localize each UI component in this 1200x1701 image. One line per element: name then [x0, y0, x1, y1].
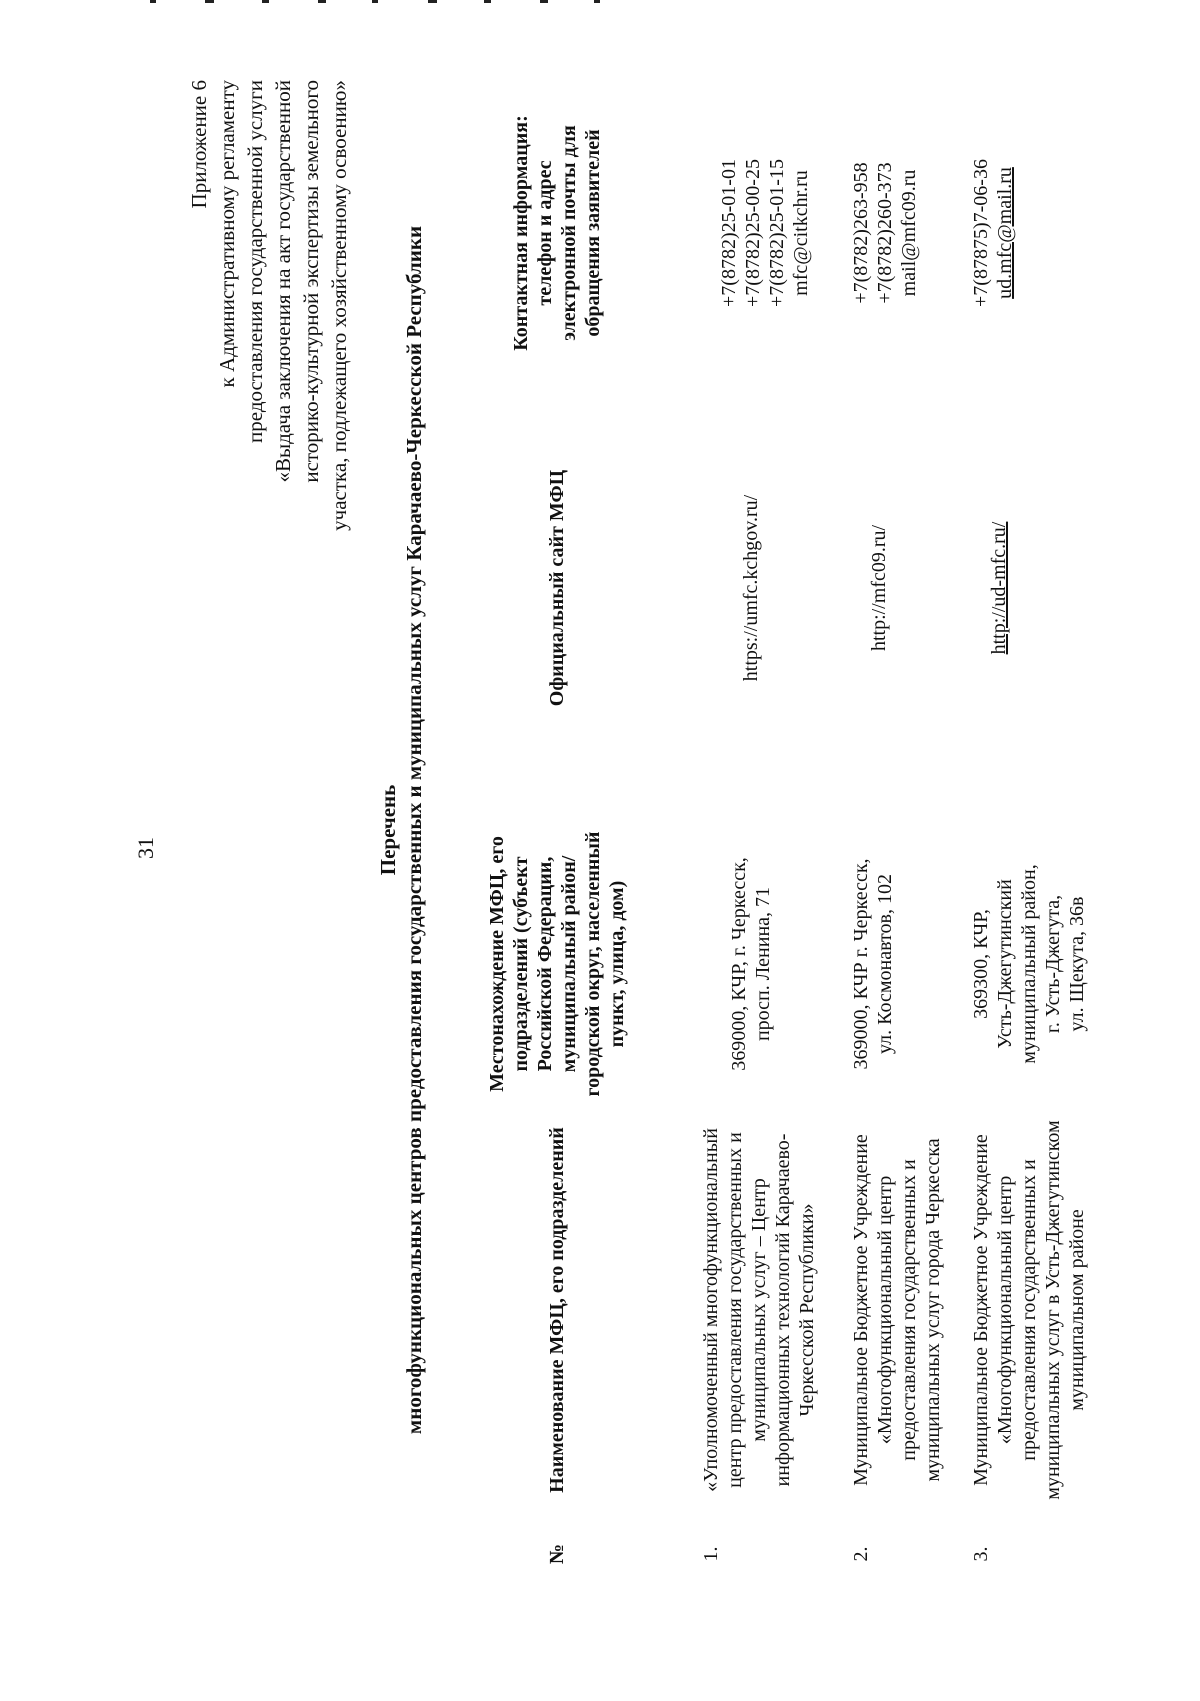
- phone: +7(8782)25-01-01: [718, 159, 740, 307]
- address-line: 369000, КЧР, г. Черкесск,: [728, 857, 750, 1071]
- website-link[interactable]: https://umfc.kchgov.ru/: [740, 494, 762, 682]
- appendix-line: историко-культурной экспертизы земельного: [299, 80, 323, 483]
- mfc-address: [951, 818, 1091, 1110]
- email-link[interactable]: ud.mfc@mail.ru: [994, 167, 1016, 299]
- address-line: 369300, КЧР,: [970, 909, 992, 1019]
- phone: +7(87875)7-06-36: [970, 159, 992, 307]
- title-line-1: Перечень: [376, 784, 400, 876]
- table-row: [831, 108, 951, 1598]
- address-line: 369000, КЧР г. Черкесск,: [850, 858, 872, 1070]
- email-link[interactable]: mail@mfc09.ru: [898, 169, 920, 297]
- address-line: г. Усть-Джегута,: [1042, 894, 1064, 1034]
- mfc-name: Муниципальное Бюджетное Учреждение «Многофункциональный центр предоставления государственных и муниципальных услуг города Черкесска: [850, 1134, 944, 1486]
- appendix-line: участка, подлежащего хозяйственному освоению»: [327, 80, 351, 531]
- row-number: 3.: [970, 1546, 992, 1562]
- mfc-name: Муниципальное Бюджетное Учреждение «Многофункциональный центр предоставления государственных и муниципальных услуг в Усть-Джегутинском муниципальном районе: [970, 1120, 1088, 1500]
- appendix-line: к Административному регламенту: [215, 80, 239, 388]
- website-link[interactable]: http://ud-mfc.ru/: [988, 521, 1010, 655]
- header-number: №: [546, 1543, 568, 1565]
- header-website: Официальный сайт МФЦ: [546, 469, 568, 707]
- row-number: 1.: [700, 1546, 722, 1562]
- header-name: Наименование МФЦ, его подразделений: [546, 1127, 568, 1493]
- phone: +7(8782)25-01-15: [766, 159, 788, 307]
- title-line-2: многофункциональных центров предоставления государственных и муниципальных услуг Карачаево-Черкесской Республики: [402, 225, 426, 1435]
- website-link[interactable]: http://mfc09.ru/: [868, 524, 890, 652]
- address-line: ул. Космонавтов, 102: [874, 874, 896, 1054]
- table-row: [951, 108, 1091, 1598]
- phone: +7(8782)260-373: [874, 162, 896, 304]
- mfc-website: [681, 358, 831, 818]
- table-header-row: [433, 108, 681, 1598]
- header-contacts: Контактная информация: телефон и адрес электронной почты для обращения заявителей: [510, 115, 604, 351]
- mfc-table: [433, 108, 1091, 1598]
- address-line: муниципальный район,: [1018, 864, 1040, 1064]
- mfc-name: «Уполномоченный многофункциональный центр предоставления государственных и муниципальных услуг – Центр информационных технологий Карачаево-Черкесской Республики»: [700, 1128, 818, 1492]
- document-title: [375, 50, 427, 1610]
- address-line: Усть-Джегутинский: [994, 879, 1016, 1049]
- email-link[interactable]: mfc@citkchr.ru: [790, 170, 812, 296]
- mfc-contacts: [681, 108, 831, 358]
- address-line: просп. Ленина, 71: [752, 886, 774, 1042]
- phone: +7(8782)263-958: [850, 162, 872, 304]
- appendix-line: предоставления государственной услуги: [243, 80, 267, 443]
- appendix-line: Приложение 6: [187, 80, 211, 209]
- mfc-website: [831, 358, 951, 818]
- mfc-address: [681, 818, 831, 1110]
- mfc-contacts: [831, 108, 951, 358]
- page-number: 31: [133, 837, 158, 859]
- mfc-address: [831, 818, 951, 1110]
- row-number: 2.: [850, 1546, 872, 1562]
- header-location: Местонахождение МФЦ, его подразделений (субъект Российской Федерации, муниципальный район/городской округ, населенный пункт, улица, дом): [486, 831, 628, 1097]
- phone: +7(8782)25-00-25: [742, 159, 764, 307]
- rotated-page-content: [175, 50, 1088, 1610]
- scan-edge-marks: [0, 0, 1200, 10]
- mfc-website: [951, 358, 1091, 818]
- appendix-header: [185, 80, 353, 870]
- mfc-contacts: [951, 108, 1091, 358]
- address-line: ул. Щекута, 36в: [1066, 896, 1088, 1032]
- table-row: [681, 108, 831, 1598]
- appendix-line: «Выдача заключения на акт государственной: [271, 80, 295, 483]
